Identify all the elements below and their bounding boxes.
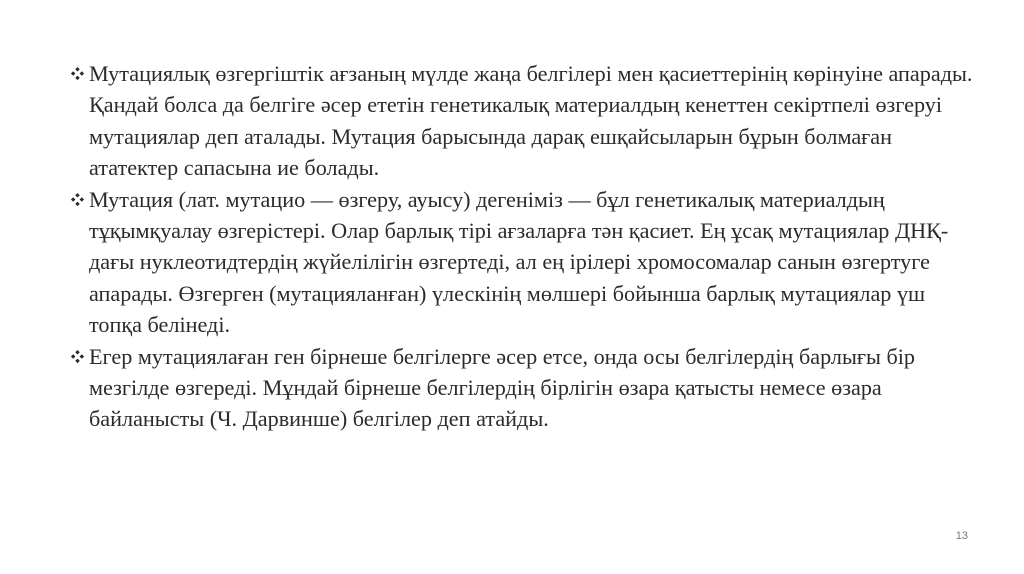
four-diamond-bullet-icon [68,341,86,372]
slide-content [68,58,973,435]
bullet-text-1: Мутациялық өзгергіштік ағзаның мүлде жаңа белгілері мен қасиеттерінің көрінуіне апарады. Қандай болса да белгіге әсер ететін генетикалық материалдың кенеттен секіртпелі өзгеруі мутациялар деп аталады. Мутация барысында дарақ ешқайсыларын бұрын болмаған ататектер сапасына ие болады. [89,61,973,181]
page-number: 13 [955,530,968,542]
bullet-paragraph-2 [68,184,973,341]
bullet-paragraph-3 [68,341,973,435]
four-diamond-bullet-icon [68,58,86,89]
bullet-text-2: Мутация (лат. мутацио — өзгеру, ауысу) дегеніміз — бұл генетикалық материалдың тұқымқуалау өзгерістері. Олар барлық тірі ағзаларға тән қасиет. Ең ұсақ мутациялар ДНҚ-дағы нуклеотидтердің жүйелілігін өзгертеді, ал ең ірілері хромосомалар санын өзгертуге апарады. Өзгерген (мутацияланған) үлескінің мөлшері бойынша барлық мутациялар үш топқа белінеді. [89,186,949,338]
four-diamond-bullet-icon [68,184,86,215]
bullet-paragraph-1 [68,58,973,184]
bullet-text-3: Егер мутациялаған ген бірнеше белгілерге әсер етсе, онда осы белгілердің барлығы бір мезгілде өзгереді. Мұндай бірнеше белгілердің бірлігін өзара қатысты немесе өзара байланысты (Ч. Дарвинше) белгілер деп атайды. [89,343,915,432]
